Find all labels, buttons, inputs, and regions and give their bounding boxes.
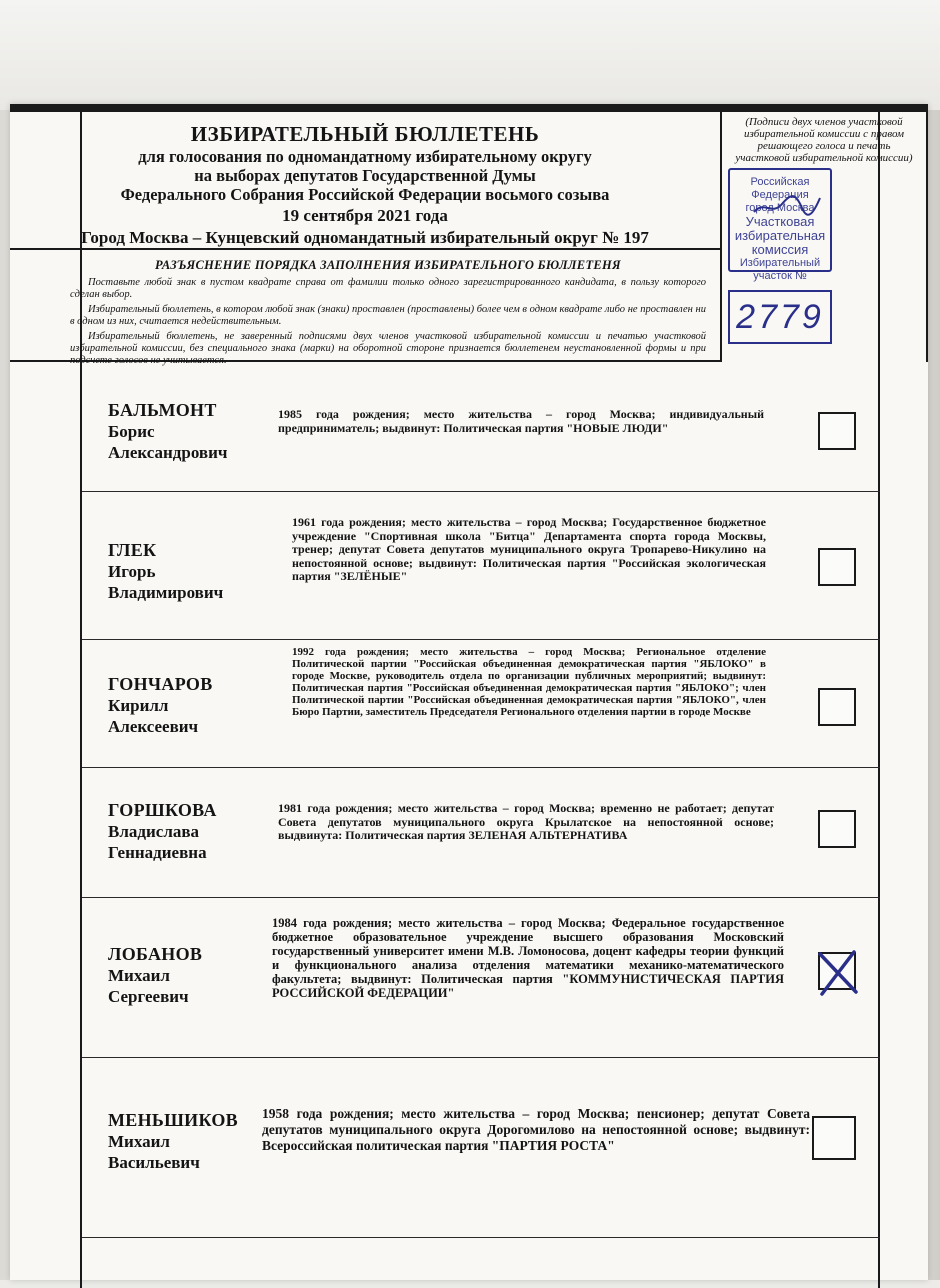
- candidate-checkbox-marked[interactable]: [818, 952, 856, 990]
- candidate-checkbox[interactable]: [818, 810, 856, 848]
- candidate-patronymic: Сергеевич: [108, 987, 189, 1006]
- ballot-header: [10, 112, 722, 250]
- candidate-info: 1981 года рождения; место жительства – город Москва; временно не работает; депутат Совета депутатов муниципального округа Крылатское на непостоянной основе; выдвинута: Политическая партия ЗЕЛЕНАЯ АЛЬТЕРНАТИВА: [278, 801, 774, 842]
- candidate-info: 1958 года рождения; место жительства – город Москва; пенсионер; депутат Совета депутатов муниципального округа Дорогомилово на непостоянной основе; выдвинут: Всероссийская политическая партия "ПАРТИЯ РОСТА": [262, 1106, 810, 1153]
- ballot-subtitle-2: на выборах депутатов Государственной Думы: [194, 166, 536, 185]
- stamp-line: избирательная: [734, 228, 826, 243]
- candidate-patronymic: Васильевич: [108, 1153, 200, 1172]
- candidate-first-name: Михаил: [108, 1132, 170, 1151]
- candidate-checkbox[interactable]: [818, 412, 856, 450]
- candidate-info: 1985 года рождения; место жительства – город Москва; индивидуальный предприниматель; выдвинут: Политическая партия "НОВЫЕ ЛЮДИ": [278, 407, 764, 435]
- ballot-title: ИЗБИРАТЕЛЬНЫЙ БЮЛЛЕТЕНЬ: [190, 122, 540, 146]
- candidate-first-name: Игорь: [108, 562, 156, 581]
- signature-note: (Подписи двух членов участковой избирательной комиссии с правом решающего голоса и печать участковой избирательной комиссии): [735, 116, 913, 164]
- stamp-line: город Москва: [745, 202, 815, 214]
- signature-stamp-block: [722, 112, 928, 362]
- candidate-patronymic: Владимирович: [108, 583, 224, 602]
- commission-stamp: [728, 168, 832, 282]
- candidate-row: [82, 640, 880, 768]
- candidate-patronymic: Алексеевич: [108, 717, 199, 736]
- candidate-patronymic: Александрович: [108, 443, 228, 462]
- candidate-first-name: Михаил: [108, 966, 170, 985]
- candidate-surname: ГОНЧАРОВ: [108, 674, 213, 694]
- stamp-line: комиссия: [751, 242, 809, 257]
- background-top: [0, 0, 940, 110]
- candidate-surname: ГЛЕК: [108, 540, 157, 560]
- instructions-paragraph: Поставьте любой знак в пустом квадрате справа от фамилии только одного зарегистрированного кандидата, в пользу которого сделан выбор.: [70, 277, 706, 300]
- candidate-name: [108, 674, 213, 737]
- candidate-name: [108, 944, 202, 1007]
- candidate-info: 1984 года рождения; место жительства – город Москва; Федеральное государственное бюджетное образовательное учреждение высшего образования Московский государственный университет имени М.В. Ломоносова, доцент кафедры теории функций и функционального анализа отделения математики механико-математического факультета; выдвинут: Политическая партия "КОММУНИСТИЧЕСКАЯ ПАРТИЯ РОССИЙСКОЙ ФЕДЕРАЦИИ": [272, 916, 784, 1000]
- candidate-info: 1961 года рождения; место жительства – город Москва; Государственное бюджетное учреждение "Спортивная школа "Битца" Департамента спорта города Москвы, тренер; депутат Совета депутатов муниципального округа Тропарево-Никулино на непостоянной основе; выдвинут: Политическая партия "Российская экологическая партия "ЗЕЛЁНЫЕ": [292, 515, 766, 583]
- candidate-patronymic: Геннадиевна: [108, 843, 207, 862]
- candidate-name: [108, 800, 217, 863]
- candidate-row: [82, 492, 880, 640]
- candidate-checkbox[interactable]: [818, 548, 856, 586]
- candidate-surname: МЕНЬШИКОВ: [108, 1110, 238, 1130]
- election-date: 19 сентября 2021 года: [282, 206, 448, 225]
- signature-scribble-icon: [752, 190, 822, 220]
- precinct-number: 2779: [728, 290, 832, 344]
- instructions-paragraph: Избирательный бюллетень, в котором любой знак (знаки) проставлен (проставлены) более чем в одном квадрате либо не проставлен ни в одном из них, считается недействительным.: [70, 304, 706, 327]
- ballot-sheet: [10, 104, 928, 1280]
- instructions-block: [10, 250, 722, 366]
- candidate-checkbox[interactable]: [818, 688, 856, 726]
- candidate-first-name: Борис: [108, 422, 155, 441]
- candidate-checkbox[interactable]: [812, 1116, 856, 1160]
- candidate-row: [82, 898, 880, 1058]
- stamp-line: Избирательный: [739, 257, 821, 269]
- instructions-title: РАЗЪЯСНЕНИЕ ПОРЯДКА ЗАПОЛНЕНИЯ ИЗБИРАТЕЛЬНОГО БЮЛЛЕТЕНЯ: [155, 258, 621, 272]
- stamp-line: Российская Федерация: [750, 176, 810, 201]
- candidate-surname: ЛОБАНОВ: [108, 944, 203, 964]
- candidate-surname: БАЛЬМОНТ: [108, 400, 217, 420]
- candidate-name: [108, 540, 223, 603]
- candidate-first-name: Владислава: [108, 822, 200, 841]
- candidate-info: 1992 года рождения; место жительства – город Москва; Региональное отделение Политической партии "Российская объединенная демократическая партия "ЯБЛОКО" в городе Москве, руководитель отдела по организации публичных мероприятий; выдвинут: Политическая партия "Российская объединенная демократическая партия "ЯБЛОКО"; член Политической партии "Российская объединенная демократическая партия "ЯБЛОКО", член Бюро Партии, заместитель Председателя Регионального отделения партии в городе Москве: [292, 646, 766, 718]
- cross-mark-icon: [816, 948, 862, 998]
- stamp-line: участок №: [753, 270, 807, 282]
- candidate-first-name: Кирилл: [108, 696, 169, 715]
- candidate-name: [108, 400, 227, 463]
- ballot-subtitle-1: для голосования по одномандатному избирательному округу: [138, 147, 592, 166]
- electoral-district: Город Москва – Кунцевский одномандатный избирательный округ № 197: [81, 228, 649, 247]
- candidate-row: [82, 768, 880, 898]
- candidate-row: [82, 1058, 880, 1238]
- candidate-surname: ГОРШКОВА: [108, 800, 217, 820]
- stamp-line: Участковая: [745, 214, 815, 229]
- candidate-name: [108, 1110, 238, 1173]
- candidate-row: [82, 362, 880, 492]
- instructions-paragraph: Избирательный бюллетень, не заверенный подписями двух членов участковой избирательной комиссии и печатью участковой избирательной комиссии, без специального знака (марки) на оборотной стороне признается бюллетенем неустановленной формы и при подсчете голосов не учитывается.: [70, 331, 706, 366]
- ballot-subtitle-3: Федерального Собрания Российской Федерации восьмого созыва: [120, 185, 610, 204]
